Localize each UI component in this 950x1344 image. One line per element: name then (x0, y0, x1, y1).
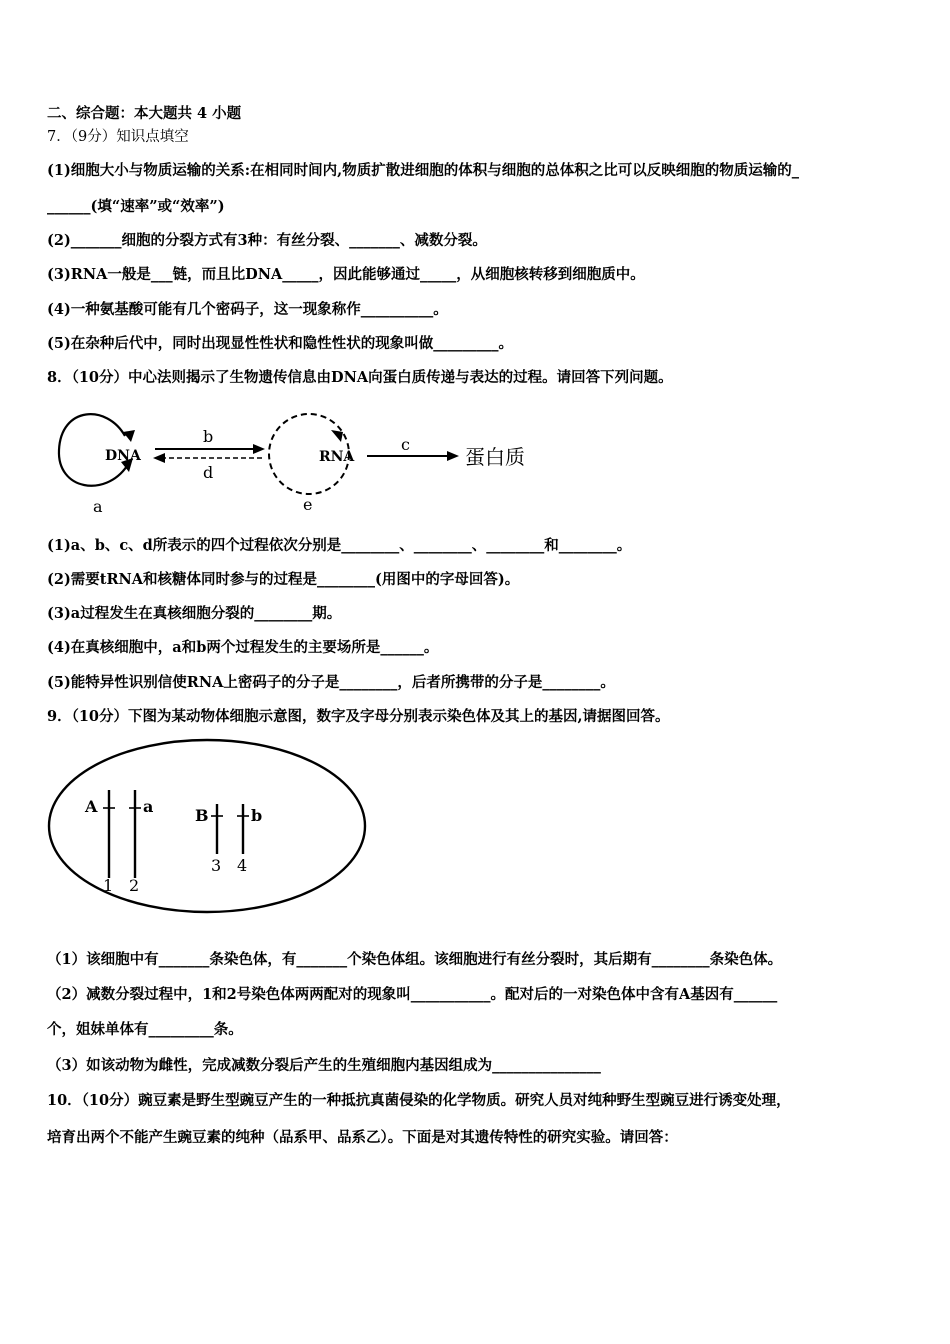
q9-item-1: （1）该细胞中有_______条染色体，有_______个染色体组。该细胞进行有丝分裂时，其后期有________条染色体。 (47, 951, 783, 968)
q7-item-1a: (1)细胞大小与物质运输的关系:在相同时间内,物质扩散进细胞的体积与细胞的总体积之比可以反映细胞的物质运输的_ (47, 162, 799, 179)
q9-item-3: （3）如该动物为雌性，完成减数分裂后产生的生殖细胞内基因组成为_______________ (47, 1057, 601, 1074)
chromosome-2-label: 2 (129, 876, 140, 895)
gene-B-label: B (195, 806, 209, 825)
q10-heading-b: 培育出两个不能产生豌豆素的纯种（品系甲、品系乙）。下面是对其遗传特性的研究实验。请回答： (47, 1129, 678, 1146)
q9-heading: 9．（10分）下图为某动物体细胞示意图，数字及字母分别表示染色体及其上的基因,请据图回答。 (47, 708, 670, 725)
gene-a-label: a (143, 797, 154, 816)
arrow-d-head (153, 453, 165, 463)
label-d: d (203, 463, 214, 482)
q8-item-5: (5)能特异性识别信使RNA上密码子的分子是________，后者所携带的分子是________。 (47, 674, 615, 691)
q7-item-4: (4)一种氨基酸可能有几个密码子，这一现象称作__________。 (47, 301, 448, 318)
q7-item-1b: ______(填“速率”或“效率”) (47, 198, 225, 215)
q7-item-5: (5)在杂种后代中，同时出现显性性状和隐性性状的现象叫做_________。 (47, 335, 514, 352)
dna-label: DNA (105, 448, 141, 464)
q8-item-3: (3)a过程发生在真核细胞分裂的________期。 (47, 605, 342, 622)
arrow-c-head (447, 451, 459, 461)
chromosome-4-label: 4 (237, 856, 248, 875)
chromosome-1-label: 1 (103, 876, 114, 895)
cell-outline (49, 740, 365, 912)
label-c: c (401, 435, 410, 454)
label-b: b (203, 427, 214, 446)
q8-item-2: (2)需要tRNA和核糖体同时参与的过程是________(用图中的字母回答)。 (47, 571, 520, 588)
rna-label: RNA (319, 449, 355, 465)
q8-item-1: (1)a、b、c、d所表示的四个过程依次分别是________、________、________和________。 (47, 537, 632, 554)
section-title: 二、综合题：本大题共 4 小题 (47, 105, 242, 122)
q8-item-4: (4)在真核细胞中，a和b两个过程发生的主要场所是______。 (47, 639, 439, 656)
q7-item-2: (2)_______细胞的分裂方式有3种：有丝分裂、_______、减数分裂。 (47, 232, 487, 249)
loop-e-arrowhead (331, 430, 343, 442)
q10-heading-a: 10．（10分）豌豆素是野生型豌豆产生的一种抵抗真菌侵染的化学物质。研究人员对纯种野生型豌豆进行诱变处理， (47, 1092, 791, 1109)
q7-heading: 7．（9分）知识点填空 (47, 129, 189, 145)
q9-item-2b: 个，姐妹单体有_________条。 (47, 1021, 243, 1038)
label-a: a (93, 497, 103, 516)
cell-chromosome-diagram (45, 738, 375, 920)
q8-heading: 8．（10分）中心法则揭示了生物遗传信息由DNA向蛋白质传递与表达的过程。请回答下列问题。 (47, 369, 673, 386)
chromosome-3-label: 3 (211, 856, 222, 875)
label-e: e (303, 495, 313, 514)
q7-item-3: (3)RNA一般是___链，而且比DNA_____，因此能够通过_____，从细胞核转移到细胞质中。 (47, 266, 645, 283)
arrow-b-head (253, 444, 265, 454)
gene-A-label: A (85, 797, 98, 816)
q9-item-2a: （2）减数分裂过程中，1和2号染色体两两配对的现象叫___________。配对后的一对染色体中含有A基因有______ (47, 986, 778, 1003)
central-dogma-diagram (47, 398, 567, 520)
protein-label: 蛋白质 (465, 445, 525, 469)
gene-b-label: b (251, 806, 263, 825)
